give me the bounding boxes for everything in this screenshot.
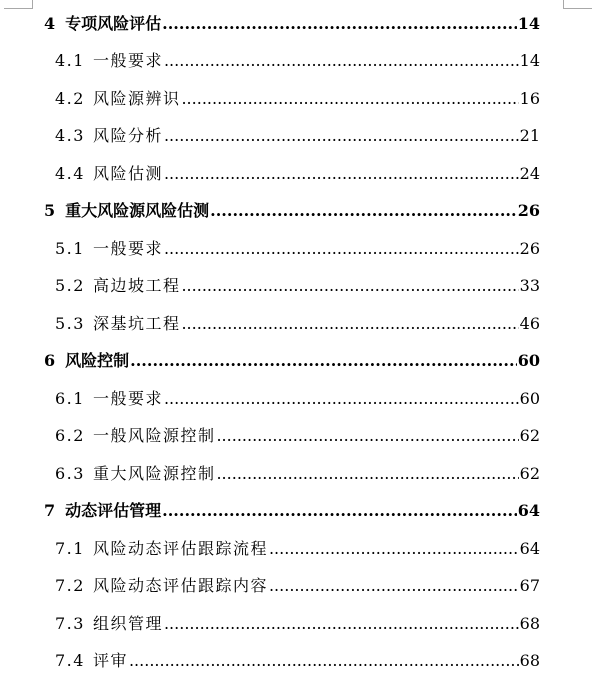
toc-entry-section[interactable] bbox=[0, 122, 540, 146]
page-corner-mark-left bbox=[4, 0, 33, 9]
page-corner-mark-right bbox=[563, 0, 592, 9]
entry-title: 专项风险评估 bbox=[65, 14, 162, 33]
entry-page-number: 60 bbox=[517, 351, 540, 370]
entry-title: 风险动态评估跟踪流程 bbox=[92, 539, 268, 558]
entry-page-number: 60 bbox=[519, 389, 540, 408]
dot-leader bbox=[162, 501, 517, 521]
entry-page-number: 26 bbox=[519, 239, 540, 258]
entry-title: 动态评估管理 bbox=[65, 501, 162, 520]
entry-title: 一般要求 bbox=[92, 51, 163, 70]
dot-leader bbox=[130, 351, 517, 371]
toc-entry-section[interactable] bbox=[0, 385, 540, 409]
toc-entry-section[interactable] bbox=[0, 310, 540, 334]
dot-leader bbox=[269, 539, 519, 559]
entry-title: 风险源辨识 bbox=[92, 89, 181, 108]
entry-page-number: 14 bbox=[517, 14, 540, 33]
dot-leader bbox=[216, 426, 518, 446]
entry-number: 5.1 bbox=[55, 239, 85, 258]
dot-leader bbox=[162, 14, 517, 34]
toc-entry-section[interactable] bbox=[0, 460, 540, 484]
dot-leader bbox=[210, 201, 517, 221]
entry-page-number: 62 bbox=[519, 464, 540, 483]
entry-number: 4.4 bbox=[55, 164, 85, 183]
entry-page-number: 68 bbox=[519, 614, 540, 633]
dot-leader bbox=[181, 89, 518, 109]
dot-leader bbox=[164, 126, 519, 146]
toc-entry-section[interactable] bbox=[0, 610, 540, 634]
entry-title: 重大风险源风险估测 bbox=[65, 201, 210, 220]
toc-entry-chapter[interactable] bbox=[0, 197, 540, 221]
entry-page-number: 67 bbox=[519, 576, 540, 595]
entry-title: 风险估测 bbox=[92, 164, 163, 183]
toc-entry-section[interactable] bbox=[0, 647, 540, 671]
toc-entry-section[interactable] bbox=[0, 572, 540, 596]
dot-leader bbox=[269, 576, 519, 596]
entry-title: 一般要求 bbox=[92, 239, 163, 258]
toc-entry-section[interactable] bbox=[0, 85, 540, 109]
toc-entry-section[interactable] bbox=[0, 47, 540, 71]
entry-title: 风险分析 bbox=[92, 126, 163, 145]
entry-number: 7 bbox=[44, 501, 56, 520]
entry-number: 7.4 bbox=[55, 651, 85, 670]
dot-leader bbox=[181, 314, 518, 334]
entry-page-number: 64 bbox=[519, 539, 540, 558]
entry-page-number: 33 bbox=[519, 276, 540, 295]
entry-page-number: 62 bbox=[519, 426, 540, 445]
dot-leader bbox=[164, 239, 519, 259]
toc-entry-chapter[interactable] bbox=[0, 10, 540, 34]
toc-entry-section[interactable] bbox=[0, 422, 540, 446]
entry-title: 高边坡工程 bbox=[92, 276, 181, 295]
entry-title: 深基坑工程 bbox=[92, 314, 181, 333]
entry-number: 5 bbox=[44, 201, 56, 220]
entry-title: 重大风险源控制 bbox=[92, 464, 216, 483]
entry-title: 一般要求 bbox=[92, 389, 163, 408]
dot-leader bbox=[216, 464, 518, 484]
entry-number: 4.3 bbox=[55, 126, 85, 145]
dot-leader bbox=[164, 51, 519, 71]
entry-number: 6 bbox=[44, 351, 56, 370]
entry-page-number: 24 bbox=[519, 164, 540, 183]
entry-number: 7.2 bbox=[55, 576, 85, 595]
entry-number: 7.3 bbox=[55, 614, 85, 633]
toc-entry-chapter[interactable] bbox=[0, 347, 540, 371]
dot-leader bbox=[164, 389, 519, 409]
entry-number: 5.3 bbox=[55, 314, 85, 333]
toc-entry-section[interactable] bbox=[0, 160, 540, 184]
entry-page-number: 21 bbox=[519, 126, 540, 145]
entry-number: 7.1 bbox=[55, 539, 85, 558]
entry-number: 6.3 bbox=[55, 464, 85, 483]
entry-page-number: 68 bbox=[519, 651, 540, 670]
entry-page-number: 16 bbox=[519, 89, 540, 108]
entry-page-number: 14 bbox=[519, 51, 540, 70]
entry-title: 风险动态评估跟踪内容 bbox=[92, 576, 268, 595]
entry-number: 4.2 bbox=[55, 89, 85, 108]
entry-title: 组织管理 bbox=[92, 614, 163, 633]
toc-entry-chapter[interactable] bbox=[0, 497, 540, 521]
toc-entry-section[interactable] bbox=[0, 235, 540, 259]
entry-page-number: 46 bbox=[519, 314, 540, 333]
dot-leader bbox=[164, 614, 519, 634]
toc-entry-section[interactable] bbox=[0, 535, 540, 559]
entry-number: 4 bbox=[44, 14, 56, 33]
dot-leader bbox=[129, 651, 519, 671]
entry-title: 一般风险源控制 bbox=[92, 426, 216, 445]
entry-title: 评审 bbox=[92, 651, 128, 670]
entry-page-number: 26 bbox=[517, 201, 540, 220]
dot-leader bbox=[164, 164, 519, 184]
entry-number: 6.2 bbox=[55, 426, 85, 445]
entry-number: 6.1 bbox=[55, 389, 85, 408]
entry-page-number: 64 bbox=[517, 501, 540, 520]
dot-leader bbox=[181, 276, 518, 296]
toc-entry-section[interactable] bbox=[0, 272, 540, 296]
entry-number: 5.2 bbox=[55, 276, 85, 295]
entry-title: 风险控制 bbox=[65, 351, 130, 370]
entry-number: 4.1 bbox=[55, 51, 85, 70]
